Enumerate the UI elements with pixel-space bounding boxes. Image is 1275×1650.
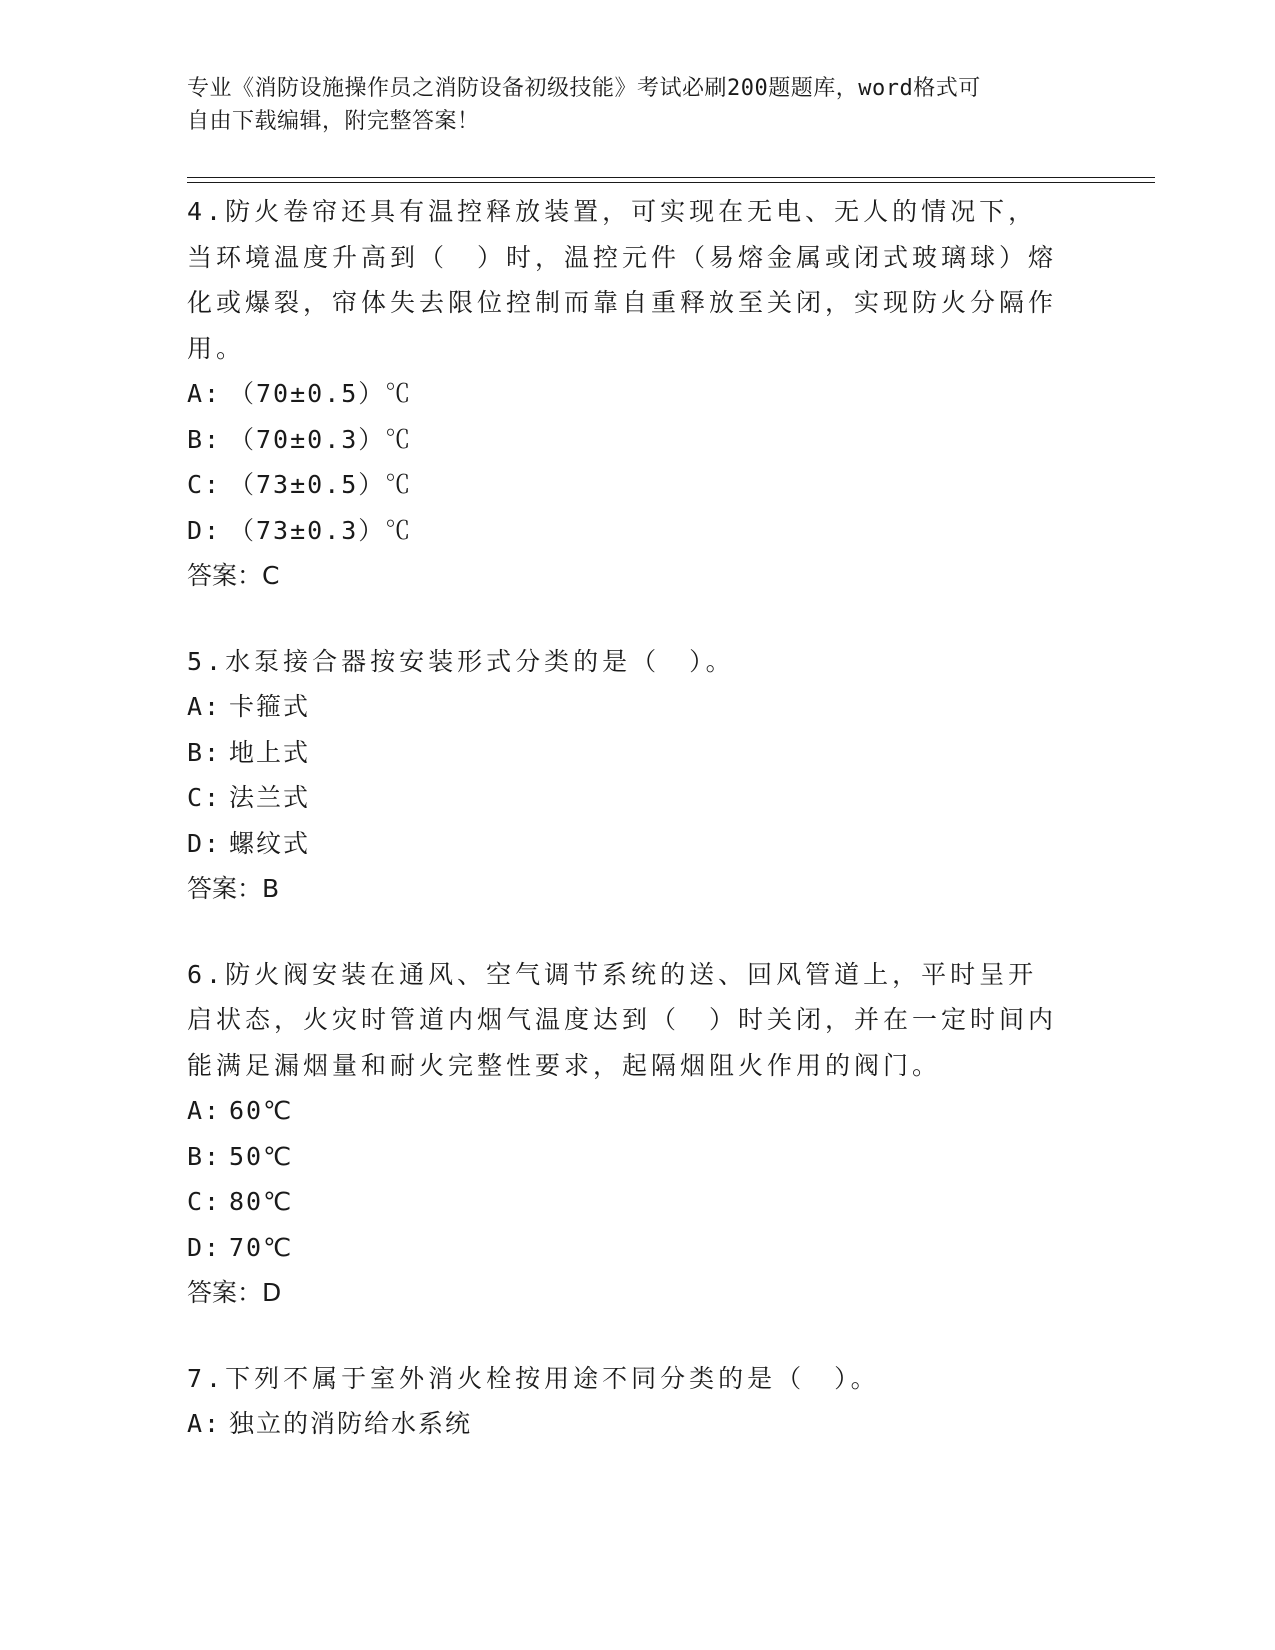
option-label: B: — [187, 1141, 222, 1171]
option-a — [187, 684, 1057, 730]
answer-line: 答案：C — [187, 561, 280, 590]
option-d — [187, 508, 1057, 554]
answer-line: 答案：B — [187, 874, 280, 903]
question-text: 6.防火阀安装在通风、空气调节系统的送、回风管道上，平时呈开启状态，火灾时管道内烟气温度达到（ ）时关闭，并在一定时间内能满足漏烟量和耐火完整性要求，起隔烟阻火作用的阀门。 — [187, 959, 1058, 1080]
option-text: 50℃ — [229, 1141, 294, 1171]
option-d — [187, 1225, 1057, 1271]
option-text: 80℃ — [229, 1187, 294, 1216]
option-text: 法兰式 — [229, 783, 311, 812]
question-text: 4.防火卷帘还具有温控释放装置，可实现在无电、无人的情况下，当环境温度升高到（ ）时，温控元件（易熔金属或闭式玻璃球）熔化或爆裂，帘体失去限位控制而靠自重释放至关闭，实现防火分隔作用。 — [187, 197, 1058, 363]
question-text: 5.水泵接合器按安装形式分类的是（ ）。 — [187, 646, 735, 676]
question-5 — [187, 639, 1057, 912]
option-c — [187, 1179, 1057, 1225]
option-b — [187, 417, 1057, 463]
option-d — [187, 821, 1057, 867]
option-text: （70±0.3）℃ — [229, 424, 413, 454]
option-text: （70±0.5）℃ — [229, 379, 413, 408]
question-7 — [187, 1356, 1057, 1447]
header-line-1: 专业《消防设施操作员之消防设备初级技能》考试必刷200题题库，word格式可 — [187, 76, 981, 101]
option-a — [187, 371, 1057, 417]
option-a — [187, 1401, 1057, 1447]
option-label: B: — [187, 424, 222, 454]
question-6 — [187, 952, 1057, 1316]
option-text: 螺纹式 — [229, 828, 311, 858]
option-text: 地上式 — [229, 737, 311, 767]
option-label: A: — [187, 692, 222, 721]
option-text: 60℃ — [229, 1096, 294, 1125]
option-c — [187, 775, 1057, 821]
option-text: 卡箍式 — [229, 692, 311, 721]
answer-line: 答案：D — [187, 1278, 282, 1307]
option-label: D: — [187, 1232, 222, 1262]
option-label: D: — [187, 828, 222, 858]
option-b — [187, 1134, 1057, 1180]
option-text: （73±0.5）℃ — [229, 470, 413, 499]
question-text: 7.下列不属于室外消火栓按用途不同分类的是（ ）。 — [187, 1363, 880, 1393]
option-a — [187, 1088, 1057, 1134]
option-label: C: — [187, 1187, 222, 1216]
document-header — [187, 72, 1067, 138]
question-4 — [187, 189, 1057, 599]
option-label: C: — [187, 783, 222, 812]
option-label: B: — [187, 737, 222, 767]
option-label: A: — [187, 1409, 222, 1438]
header-line-2: 自由下载编辑，附完整答案！ — [187, 109, 480, 134]
option-label: A: — [187, 1096, 222, 1125]
option-text: 70℃ — [229, 1232, 294, 1262]
header-divider-bottom — [187, 182, 1155, 183]
option-text: 独立的消防给水系统 — [229, 1409, 473, 1438]
option-label: C: — [187, 470, 222, 499]
option-label: D: — [187, 515, 222, 545]
option-c — [187, 462, 1057, 508]
option-b — [187, 730, 1057, 776]
option-label: A: — [187, 379, 222, 408]
header-divider-top — [187, 177, 1155, 178]
option-text: （73±0.3）℃ — [229, 515, 413, 545]
question-list — [187, 189, 1057, 1487]
